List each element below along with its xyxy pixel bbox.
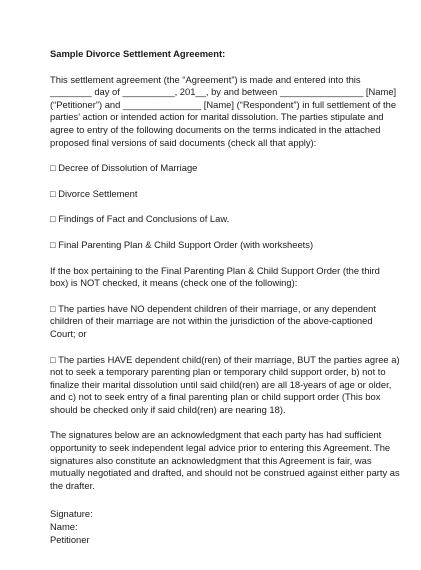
checklist-item-decree: □ Decree of Dissolution of Marriage xyxy=(50,162,198,174)
signature-label: Signature: xyxy=(50,508,93,520)
checklist-item-settlement: □ Divorce Settlement xyxy=(50,187,138,199)
name-label: Name: xyxy=(50,521,78,533)
acknowledgment-paragraph: The signatures below are an acknowledgment that each party has had sufficient opportunity to seek independent legal advice prior to entering this Agreement. The signatures also constitute an acknowledgment that this Agreement is fair, was mutually negotiated and drafted, and should not be construed against either party as the drafter. xyxy=(50,429,400,491)
checklist-item-findings: □ Findings of Fact and Conclusions of Law. xyxy=(50,213,230,225)
document-body xyxy=(50,48,400,546)
intro-paragraph: This settlement agreement (the “Agreement”) is made and entered into this ________ day of __________, 201__, by and between ________________ [Name] (“Petitioner”) and _______________ [Name] (“Respondent”) in full settlement of the parties’ action or intended action for marital dissolution. The parties stipulate and agree to entry of the following documents on the terms indicated in the attached proposed final versions of said documents (check all that apply): xyxy=(50,73,397,148)
document-title: Sample Divorce Settlement Agreement: xyxy=(50,48,226,59)
petitioner-label: Petitioner xyxy=(50,533,90,545)
option-has-children: □ The parties HAVE dependent child(ren) of their marriage, BUT the parties agree a) not to seek a temporary parenting plan or temporary child support order, b) not to finalize their marital dissolution until said child(ren) are all 18-years of age or older, and c) not to seek entry of a final parenting plan or child support order (This box should be checked only if said child(ren) are nearing 18). xyxy=(50,353,400,415)
signature-block xyxy=(50,508,400,546)
option-no-children: □ The parties have NO dependent children of their marriage, or any dependent children of their marriage are not within the jurisdiction of the above-captioned Court; or xyxy=(50,302,377,339)
checklist-item-parenting-plan: □ Final Parenting Plan & Child Support Order (with worksheets) xyxy=(50,238,314,250)
conditional-paragraph: If the box pertaining to the Final Parenting Plan & Child Support Order (the third box) is NOT checked, it means (check one of the following): xyxy=(50,264,380,289)
